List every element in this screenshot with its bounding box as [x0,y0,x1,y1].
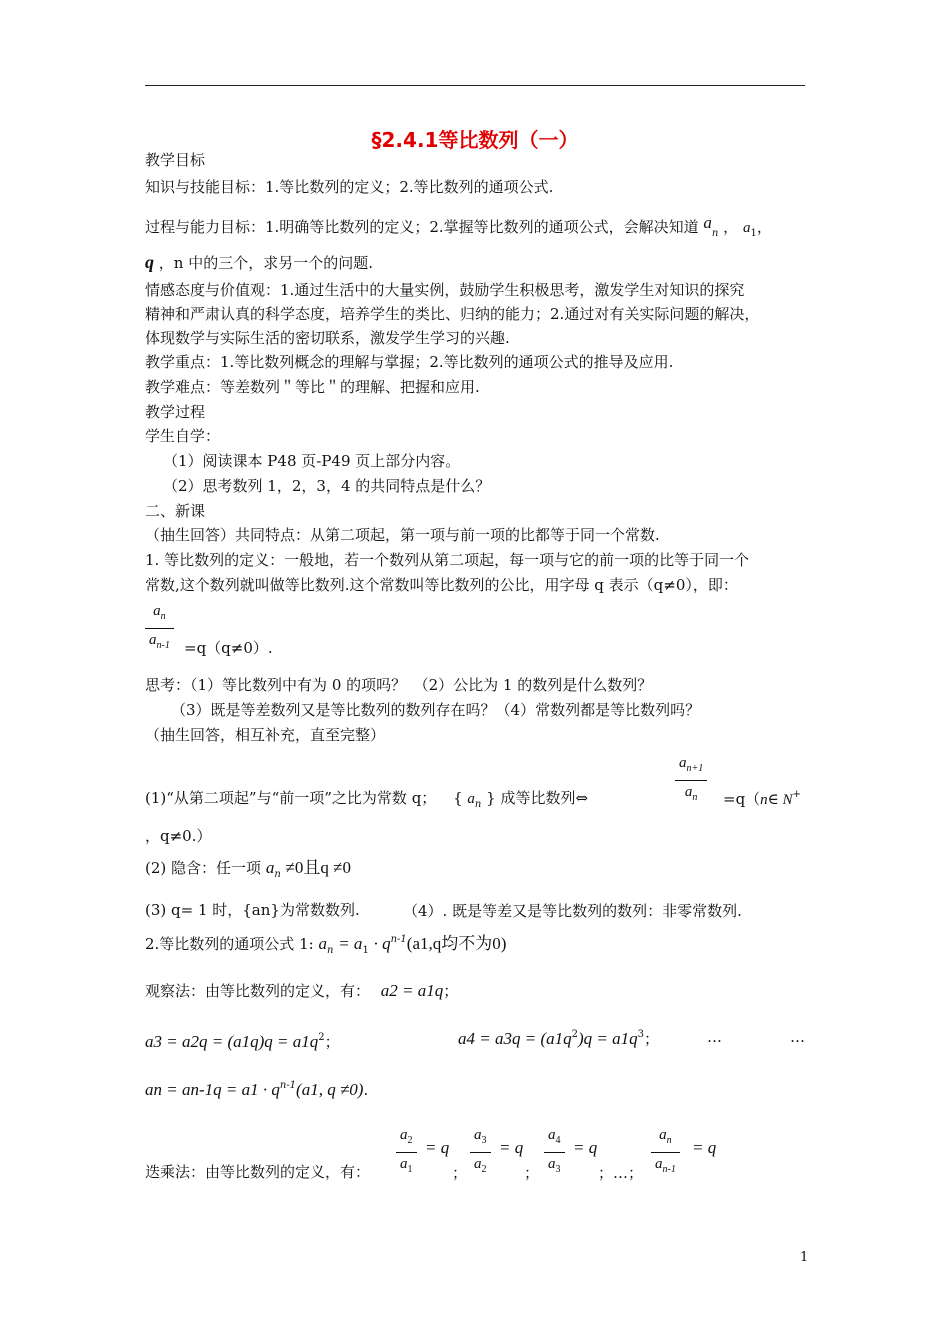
math-sub-1: 1 [750,228,757,239]
note-1: (1)“从第二项起”与“前一项”之比为常数 q； { $a_n$ } 成等比数列⇔ [145,789,589,810]
attitude-goal-2: 精神和严肃认真的科学态度，培养学生的类比、归纳的能力；2.通过对有关实际问题的解决， [145,305,760,323]
ratio-an-an1: $a_n$ $a_{n-1}$ [651,1124,680,1181]
eq-q-3: = q [573,1138,598,1157]
process-goal-line: 过程与能力目标：1.明确等比数列的定义；2.掌握等比数列的通项公式，会解决知道 $a_n$ ， $a_1$， [145,213,772,239]
page-number: 1 [800,1250,809,1265]
attitude-goal-1: 情感态度与价值观：1.通过生活中的大量实例，鼓励学生积极思考，激发学生对知识的探究 [145,281,745,299]
ratio-a4-a3: $a_4$ $a_3$ [544,1124,565,1181]
note-4: （4）. 既是等差又是等比数列的数列：非零常数列. [403,902,742,920]
ratio-a3-a2: $a_3$ $a_2$ [470,1124,491,1181]
math-q: q [145,252,154,272]
attitude-goal-3: 体现数学与实际生活的密切联系，激发学生学习的兴趣. [145,329,510,347]
math-sub-n: n [711,228,719,239]
key-points: 教学重点：1.等比数列概念的理解与掌握；2.等比数列的通项公式的推导及应用. [145,353,674,371]
process-goal-text: 过程与能力目标：1.明确等比数列的定义；2.掌握等比数列的通项公式，会解决知道 [145,218,699,236]
a3-formula: $a3 = a2q = (a1q)q = a1q^2$； [145,1032,340,1051]
sep-2: ； [524,1164,540,1182]
ratio-fraction-n1: $a_{n+1}$ $a_n$ [675,752,707,809]
note-3: (3) q= 1 时，{an}为常数数列. [145,901,360,919]
think-questions-1: 思考：（1）等比数列中有为 0 的项吗？ （2）公比为 1 的数列是什么数列？ [145,676,653,694]
page-title: §2.4.1等比数列（一） [371,128,579,152]
sep-3: ；…； [598,1164,644,1182]
definition-line-2: 常数,这个数列就叫做等比数列.这个常数叫等比数列的公比，用字母 q 表示（q≠0），即： [145,576,738,594]
math-a1: a [742,220,751,236]
sep-1: ； [452,1164,468,1182]
definition-line-1: 1. 等比数列的定义：一般地，若一个数列从第二项起，每一项与它的前一项的比等于同一个 [145,551,750,569]
section-teaching-goals: 教学目标 [145,151,206,169]
fraction-numerator: $a_n$ [153,603,166,622]
note-2: (2) 隐含：任一项 $a_n \ne 0$且q ≠0 [145,858,351,880]
definition-fraction [145,600,174,657]
self-study-item-1: （1）阅读课本 P48 页-P49 页上部分内容。 [163,452,461,470]
eq-q-2: = q [499,1138,524,1157]
difficult-points: 教学难点：等差数列＂等比＂的理解、把握和应用. [145,378,480,396]
ellipsis-2: … [790,1028,805,1046]
observation-method: 观察法：由等比数列的定义，有： a2 = a1q； [145,981,459,1000]
process-goal-cont-text: ，n 中的三个，求另一个的问题. [158,254,373,272]
math-a: a [703,213,712,232]
definition-ratio-eq: =q（q≠0）. [184,639,273,657]
note-1-cont: ，q≠0.） [145,827,212,845]
iterative-method: 迭乘法：由等比数列的定义，有： [145,1163,371,1181]
ratio-eq-q: =q（n∈ N+ [723,789,801,808]
knowledge-goal: 知识与技能目标：1.等比数列的定义；2.等比数列的通项公式. [145,178,554,196]
an-formula: an = $an-1q = a1 \cdot q^{n-1}(a1$, q ≠0). [145,1080,369,1099]
student-answer-note: （抽生回答，相互补充，直至完整） [145,726,386,744]
think-questions-2: （3）既是等差数列又是等比数列的数列存在吗？（4）常数列都是等比数列吗？ [171,701,701,719]
geometric-iff: 成等比数列⇔ [500,789,589,807]
self-study-item-2: （2）思考数列 1，2，3，4 的共同特点是什么？ [163,477,491,495]
eq-q-4: = q [692,1138,717,1157]
self-study-heading: 学生自学： [145,427,221,445]
section-new-lesson: 二、新课 [145,502,206,520]
ratio-a2-a1: $a_2$ $a_1$ [396,1124,417,1181]
section-teaching-process: 教学过程 [145,403,206,421]
process-goal-cont [145,252,373,273]
general-formula-line: 2.等比数列的通项公式 1: $a_n = a_1 \cdot q^{n-1}(a1,q$均不为0) [145,934,507,956]
fraction-denominator: $a_{n-1}$ [149,632,170,651]
header-rule [145,85,805,86]
eq-q-1: = q [425,1138,450,1157]
ellipsis-1: … [707,1028,722,1046]
common-feature: （抽生回答）共同特点：从第二项起，第一项与前一项的比都等于同一个常数. [145,526,660,544]
a4-formula: $a4 = a3q = (a1q^2)q = a1q^3$； [458,1029,660,1048]
